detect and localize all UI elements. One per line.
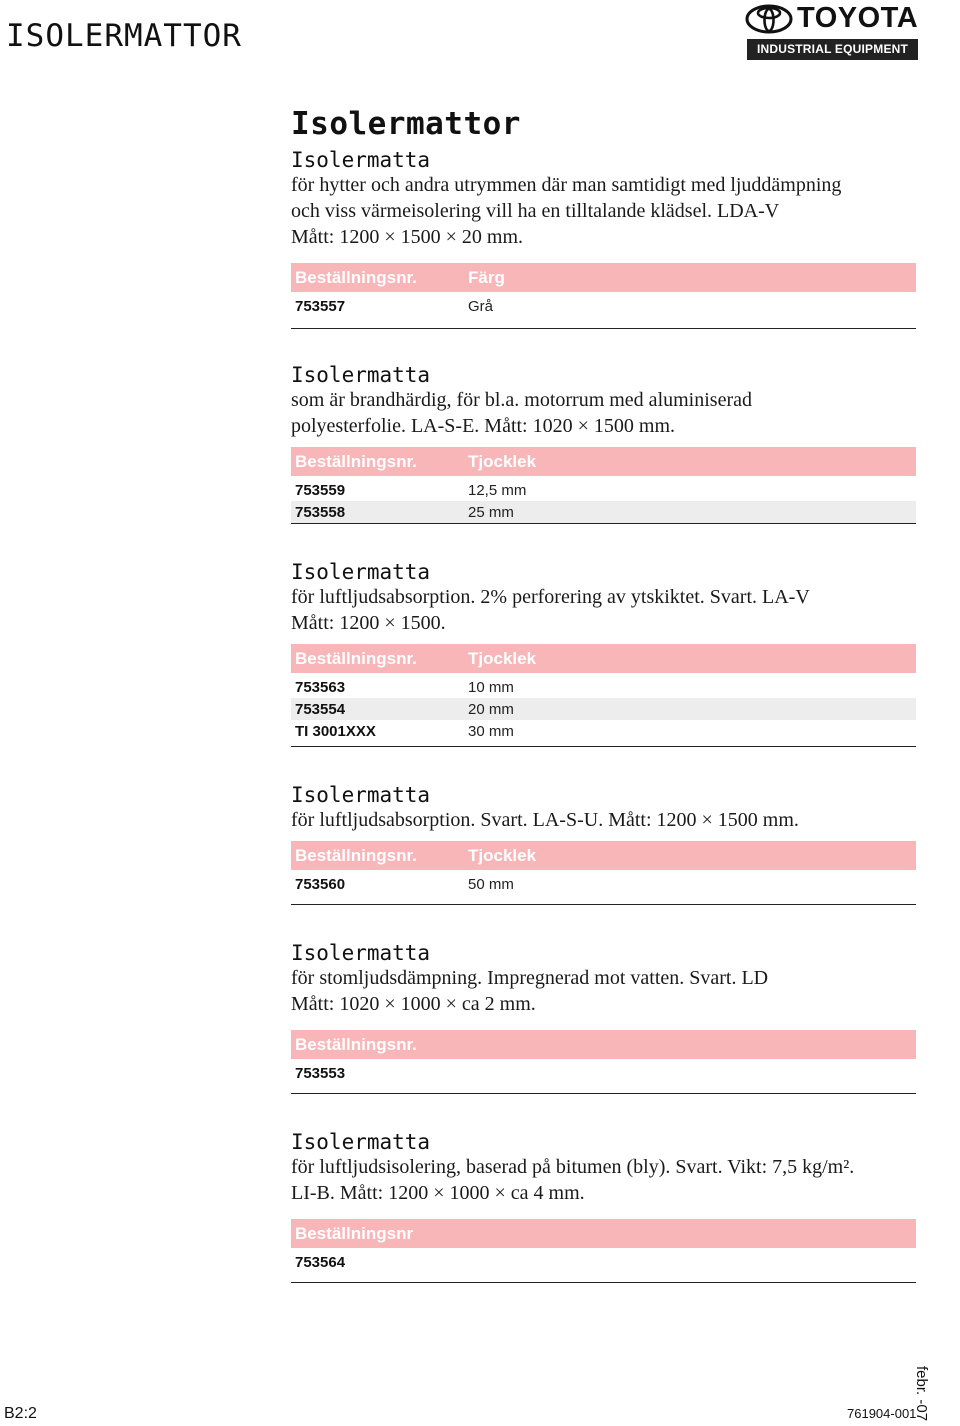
order-table <box>291 841 916 905</box>
toyota-logo <box>745 2 918 60</box>
order-number: 753553 <box>295 1064 346 1082</box>
table-row <box>291 873 916 895</box>
order-number: TI 3001XXX <box>295 722 376 740</box>
table-header <box>291 644 916 673</box>
product-heading: Isolermatta <box>291 941 431 965</box>
table-header <box>291 263 916 292</box>
page-header-title: ISOLERMATTOR <box>6 18 242 54</box>
footer-date: febr. -07 <box>913 1366 930 1422</box>
description-line: för hytter och andra utrymmen där man samtidigt med ljuddämpning <box>291 174 842 196</box>
header-order-number: Beställningsnr <box>295 1223 414 1243</box>
toyota-emblem-icon <box>745 4 793 34</box>
footer-page-number: B2:2 <box>4 1405 37 1422</box>
description-line: som är brandhärdig, för bl.a. motorrum med aluminiserad <box>291 389 752 411</box>
header-thickness: Tjocklek <box>468 845 537 865</box>
table-row <box>291 698 916 720</box>
table-header <box>291 1219 916 1248</box>
description-line: för luftljudsisolering, baserad på bitumen (bly). Svart. Vikt: 7,5 kg/m². <box>291 1156 855 1178</box>
product-description <box>291 584 916 636</box>
header-order-number: Beställningsnr. <box>295 845 417 865</box>
product-block <box>291 783 916 905</box>
header-order-number: Beställningsnr. <box>295 648 417 668</box>
header-order-number: Beställningsnr. <box>295 451 417 471</box>
order-number: 753557 <box>295 297 346 315</box>
table-header <box>291 1030 916 1059</box>
description-line: Mått: 1200 × 1500. <box>291 612 446 634</box>
order-number: 753563 <box>295 678 346 696</box>
product-block <box>291 560 916 747</box>
row-value: Grå <box>468 297 494 315</box>
order-table <box>291 1030 916 1094</box>
product-description <box>291 172 916 250</box>
order-number: 753559 <box>295 481 346 499</box>
section-title: Isolermattor <box>291 106 521 142</box>
order-number: 753558 <box>295 503 346 521</box>
table-header <box>291 447 916 476</box>
table-row <box>291 676 916 698</box>
order-number: 753564 <box>295 1253 346 1271</box>
product-block <box>291 148 916 329</box>
page-header <box>0 0 960 80</box>
description-line: för stomljudsdämpning. Impregnerad mot vatten. Svart. LD <box>291 967 769 989</box>
logo-subtitle: INDUSTRIAL EQUIPMENT <box>747 39 918 60</box>
description-line: Mått: 1020 × 1000 × ca 2 mm. <box>291 993 536 1015</box>
header-thickness: Tjocklek <box>468 451 537 471</box>
row-value: 20 mm <box>468 700 514 718</box>
product-heading: Isolermatta <box>291 1130 431 1154</box>
main-content <box>291 104 916 1283</box>
footer-document-number: 761904-001 <box>847 1406 917 1421</box>
description-line: och viss värmeisolering vill ha en tilltalande klädsel. LDA-V <box>291 200 780 222</box>
product-description <box>291 965 916 1017</box>
product-description <box>291 387 916 439</box>
product-block <box>291 941 916 1094</box>
order-table <box>291 263 916 329</box>
table-row <box>291 501 916 523</box>
table-header <box>291 841 916 870</box>
row-value: 10 mm <box>468 678 514 696</box>
product-block <box>291 1130 916 1283</box>
header-color: Färg <box>468 267 505 287</box>
table-row <box>291 295 916 317</box>
row-value: 50 mm <box>468 875 514 893</box>
table-row <box>291 720 916 742</box>
header-order-number: Beställningsnr. <box>295 267 417 287</box>
product-heading: Isolermatta <box>291 148 431 172</box>
product-heading: Isolermatta <box>291 783 431 807</box>
table-row <box>291 1062 916 1084</box>
row-value: 25 mm <box>468 503 514 521</box>
header-thickness: Tjocklek <box>468 648 537 668</box>
description-line: för luftljudsabsorption. 2% perforering av ytskiktet. Svart. LA-V <box>291 586 810 608</box>
logo-wordmark: TOYOTA <box>797 2 919 34</box>
order-table <box>291 644 916 747</box>
product-heading: Isolermatta <box>291 363 431 387</box>
description-line: polyesterfolie. LA-S-E. Mått: 1020 × 1500 mm. <box>291 415 676 437</box>
product-block <box>291 363 916 524</box>
table-row <box>291 479 916 501</box>
header-order-number: Beställningsnr. <box>295 1034 417 1054</box>
order-table <box>291 1219 916 1283</box>
product-description <box>291 1154 916 1206</box>
description-line: för luftljudsabsorption. Svart. LA-S-U. Mått: 1200 × 1500 mm. <box>291 809 799 831</box>
order-number: 753560 <box>295 875 346 893</box>
description-line: LI-B. Mått: 1200 × 1000 × ca 4 mm. <box>291 1182 585 1204</box>
order-number: 753554 <box>295 700 346 718</box>
row-value: 12,5 mm <box>468 481 527 499</box>
table-row <box>291 1251 916 1273</box>
row-value: 30 mm <box>468 722 514 740</box>
product-heading: Isolermatta <box>291 560 431 584</box>
product-description <box>291 807 916 833</box>
order-table <box>291 447 916 524</box>
description-line: Mått: 1200 × 1500 × 20 mm. <box>291 226 524 248</box>
